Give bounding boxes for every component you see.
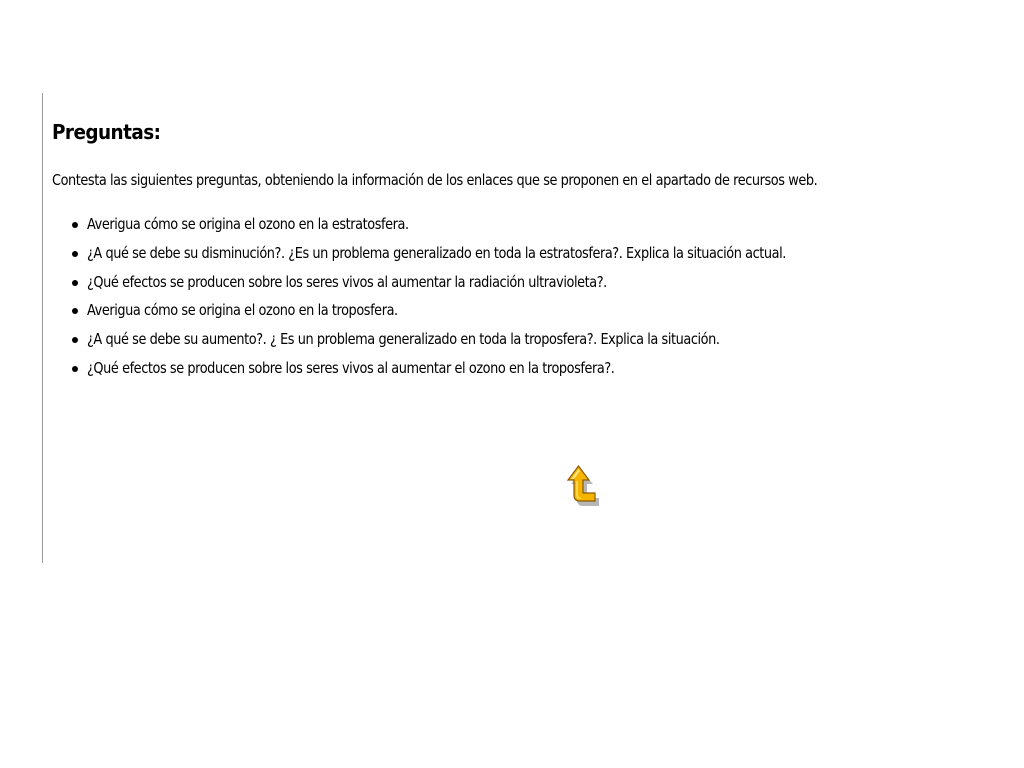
intro-text: Contesta las siguientes preguntas, obteniendo la información de los enlaces que se proponen en el apartado de recursos web.	[52, 171, 818, 189]
questions-section	[52, 116, 992, 383]
list-item	[72, 268, 992, 297]
list-item	[72, 239, 992, 268]
back-up-button[interactable]	[565, 461, 599, 507]
bullet-icon	[72, 366, 78, 372]
bullet-icon	[72, 251, 78, 257]
question-text: Averigua cómo se origina el ozono en la estratosfera.	[87, 215, 409, 233]
up-arrow-icon	[565, 461, 599, 507]
bullet-icon	[72, 280, 78, 286]
question-text: ¿A qué se debe su disminución?. ¿Es un problema generalizado en toda la estratosfera?. Explica la situación actual.	[87, 243, 786, 262]
question-text: ¿A qué se debe su aumento?. ¿ Es un problema generalizado en toda la troposfera?. Explica la situación.	[87, 330, 720, 349]
page-title: Preguntas:	[52, 120, 161, 144]
bullet-icon	[72, 337, 78, 343]
question-text: ¿Qué efectos se producen sobre los seres vivos al aumentar el ozono en la troposfera?.	[87, 358, 615, 377]
list-item	[72, 210, 992, 239]
bullet-icon	[72, 308, 78, 314]
questions-list	[52, 210, 992, 383]
list-item	[72, 354, 992, 383]
question-text: Averigua cómo se origina el ozono en la troposfera.	[87, 301, 398, 320]
left-vertical-rule	[42, 93, 43, 563]
question-text: ¿Qué efectos se producen sobre los seres vivos al aumentar la radiación ultravioleta?.	[87, 272, 607, 291]
list-item	[72, 325, 992, 354]
bullet-icon	[72, 222, 78, 228]
list-item	[72, 296, 992, 325]
